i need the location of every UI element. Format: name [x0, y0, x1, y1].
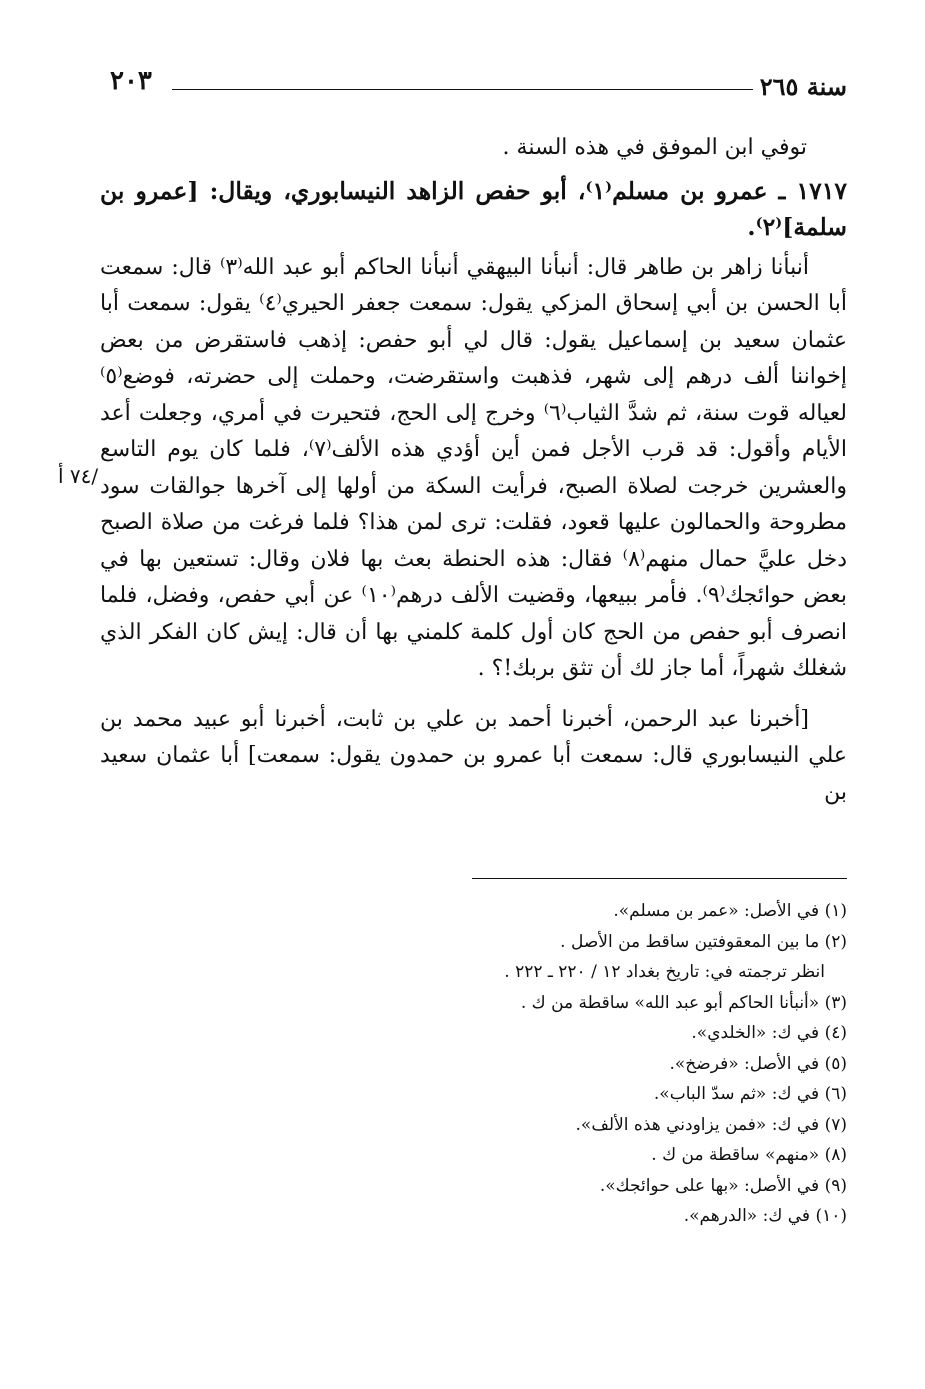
main-text — [58, 130, 848, 811]
footnote-2-ref: انظر ترجمته في: تاريخ بغداد ١٢ / ٢٢٠ ـ ٢٢٢ . — [504, 962, 825, 982]
footnote-5: (٥) في الأصل: «فرضخ». — [669, 1053, 847, 1074]
paragraph-1: أنبأنا زاهر بن طاهر قال: أنبأنا البيهقي أنبأنا الحاكم أبو عبد الله⁽٣⁾ قال: سمعت أبا الحسن بن أبي إسحاق المزكي يقول: سمعت جعفر الحيري⁽٤⁾ يقول: سمعت أبا عثمان سعيد بن إسماعيل يقول: قال لي أبو حفص: إذهب فاستقرض من بعض إخواننا ألف درهم إلى شهر، فذهبت واستقرضت، وحملت إلى حضرته، فوضع⁽٥⁾ لعياله قوت سنة، ثم شدَّ الثياب⁽٦⁾ وخرج إلى الحج، فتحيرت في أمري، وجعلت أعد الأيام وأقول: قد قرب الأجل فمن أين أؤدي هذه الألف⁽٧⁾، فلما كان يوم التاسع والعشرين خرجت لصلاة الصبح، فرأيت السكة من أولها إلى آخرها جوالقات سود مطروحة والحمالون عليها قعود، فقلت: ترى لمن هذا؟ فلما فرغت من صلاة الصبح دخل عليَّ حمال منهم⁽٨⁾ فقال: هذه الحنطة بعث بها فلان وقال: تستعين بها في بعض حوائجك⁽٩⁾. فأمر ببيعها، وقضيت الألف درهم⁽١٠⁾ عن أبي حفص، وفضل، فلما انصرف أبو حفص من الحج كان أول كلمة كلمني بها أن قال: إيش كان الفكر الذي شغلك شهراً، أما جاز لك أن تثق بربك!؟ . — [100, 254, 847, 681]
footnote-7: (٧) في ك: «فمن يزاودني هذه الألف». — [575, 1114, 847, 1135]
paragraph-2: [أخبرنا عبد الرحمن، أخبرنا أحمد بن علي بن ثابت، أخبرنا أبو عبيد محمد بن علي النيسابوري قال: سمعت أبا عمرو بن حمدون يقول: سمعت] أبا عثمان سعيد بن — [100, 706, 847, 805]
intro-line: توفي ابن الموفق في هذه السنة . — [502, 135, 807, 160]
footnote-10: (١٠) في ك: «الدرهم». — [683, 1206, 847, 1226]
header-year: سنة ٢٦٥ — [759, 72, 847, 101]
footnote-separator — [472, 878, 847, 879]
footnote-8: (٨) «منهم» ساقطة من ك . — [651, 1145, 847, 1165]
page-number: ٢٠٣ — [110, 66, 152, 96]
running-header — [110, 62, 847, 106]
margin-folio-note: /٧٤ أ — [58, 464, 99, 488]
header-rule — [172, 89, 753, 90]
footnote-2: (٢) ما بين المعقوفتين ساقط من الأصل . — [560, 931, 847, 952]
footnote-6: (٦) في ك: «ثم سدّ الباب». — [653, 1084, 847, 1104]
footnote-9: (٩) في الأصل: «بها على حوائجك». — [599, 1175, 847, 1196]
footnote-1: (١) في الأصل: «عمر بن مسلم». — [613, 901, 847, 921]
footnotes — [100, 896, 847, 1232]
entry-heading: ١٧١٧ ـ عمرو بن مسلم⁽١⁾، أبو حفص الزاهد النيسابوري، ويقال: [عمرو بن سلمة]⁽٢⁾. — [100, 176, 848, 241]
footnote-3: (٣) «أنبأنا الحاكم أبو عبد الله» ساقطة من ك . — [520, 992, 847, 1013]
footnote-4: (٤) في ك: «الخلدي». — [691, 1023, 847, 1043]
